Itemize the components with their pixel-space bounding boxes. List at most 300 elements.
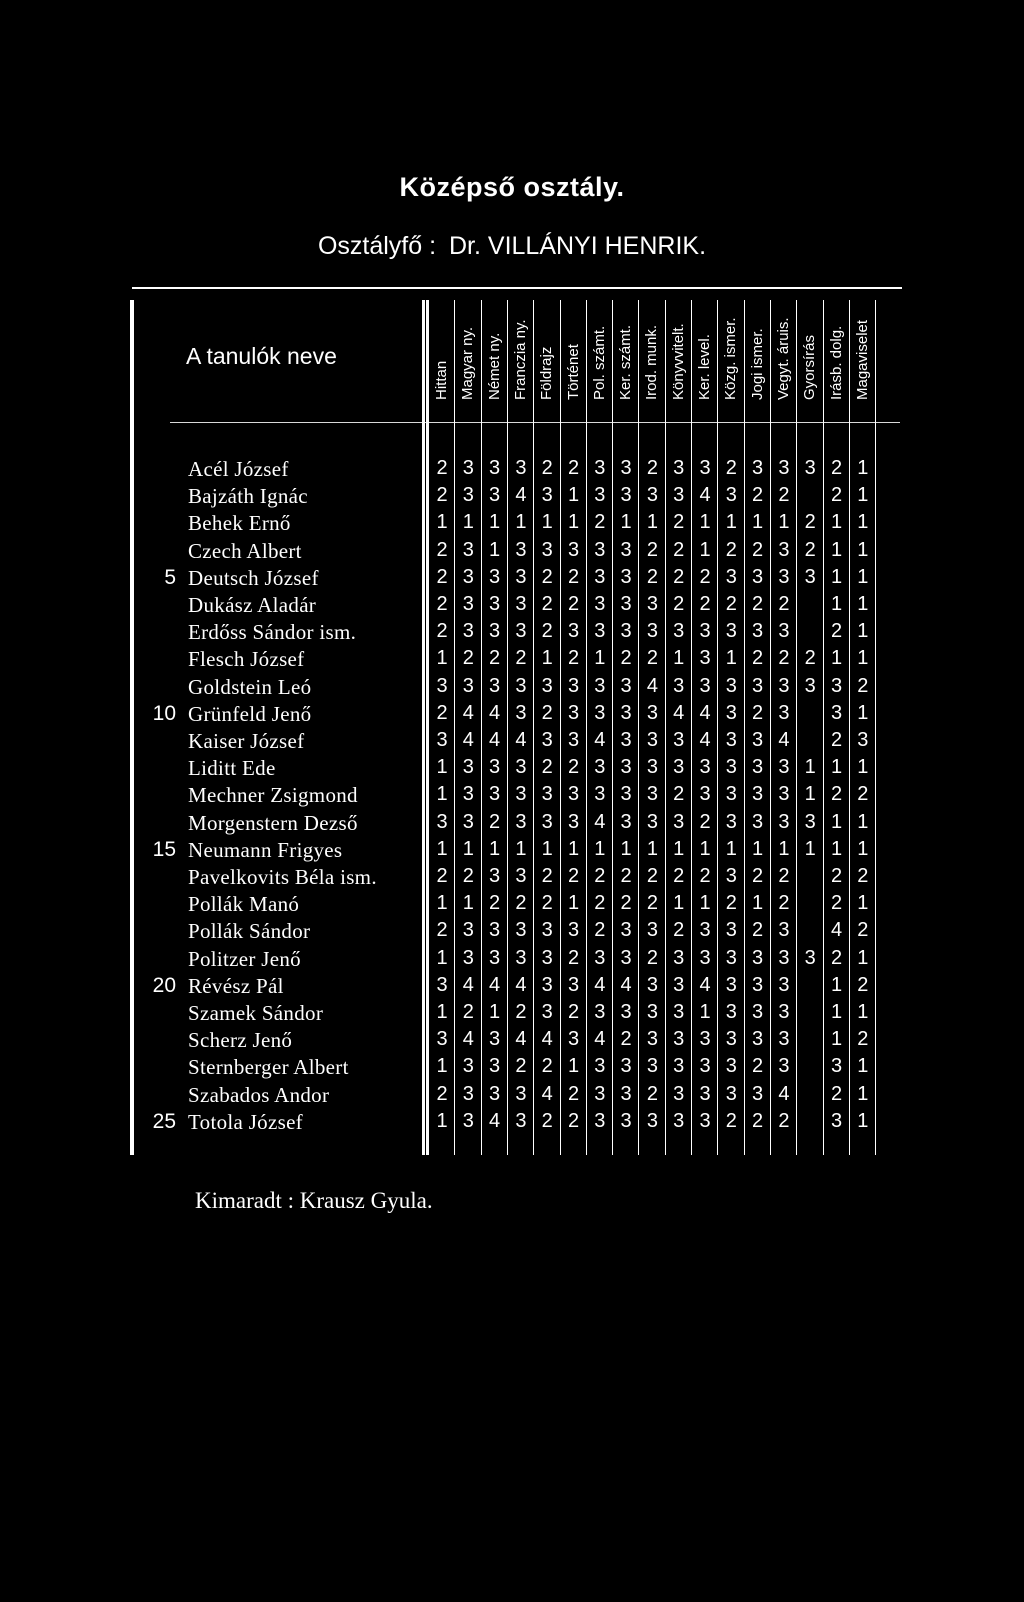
grade-cell: 4: [778, 1082, 790, 1105]
grade-cell: 2: [778, 484, 790, 507]
grade-cell: 3: [515, 865, 527, 887]
grade-cell: 3: [594, 1109, 606, 1132]
grade-cell: 2: [752, 1055, 764, 1078]
page-title: Középső osztály.: [399, 172, 625, 202]
grade-cell: 2: [752, 1109, 764, 1132]
grade-cell: 2: [673, 565, 685, 588]
grade-cell: 3: [567, 701, 580, 724]
grade-cell: 3: [489, 1055, 501, 1078]
grade-cell: 1: [436, 1055, 448, 1078]
column-header-label: Német ny.: [485, 332, 503, 400]
grade-cell: 4: [778, 729, 790, 751]
grade-cell: 2: [699, 810, 711, 833]
grade-cell: 1: [436, 1109, 448, 1132]
grade-cell: 2: [646, 565, 658, 588]
grade-cell: 1: [436, 511, 448, 534]
grade-cell: 3: [725, 1082, 737, 1105]
grade-cell: 1: [620, 837, 632, 860]
student-name: Politzer Jenő: [188, 946, 301, 971]
grade-cell: 4: [620, 973, 632, 996]
grade-cell: 2: [725, 1109, 737, 1132]
grade-cell: 3: [778, 674, 790, 697]
grade-cell: 2: [515, 1055, 527, 1078]
grade-cell: 3: [515, 1082, 527, 1105]
grade-cell: 3: [778, 810, 790, 833]
grade-cell: 3: [594, 484, 606, 507]
grade-cell: 3: [462, 946, 474, 969]
grade-cell: 2: [673, 919, 685, 942]
grade-cell: 3: [752, 1028, 764, 1051]
student-name: Flesch József: [188, 647, 305, 672]
grade-cell: 2: [725, 892, 737, 915]
grade-cell: 2: [436, 593, 448, 615]
grade-cell: 3: [541, 783, 553, 806]
grade-cell: 3: [804, 565, 816, 588]
grade-cell: 2: [752, 593, 764, 615]
grade-cell: 3: [489, 565, 501, 588]
grade-cell: 2: [646, 457, 658, 479]
grade-cell: 3: [646, 729, 658, 751]
table-row: [0, 947, 1024, 974]
column-header: [586, 300, 613, 422]
grade-cell: 3: [725, 810, 737, 833]
grade-cell: 2: [752, 538, 764, 561]
grade-cell: 1: [857, 565, 869, 588]
grade-cell: 4: [594, 973, 606, 996]
grade-cell: 3: [673, 946, 685, 969]
student-name: Deutsch József: [188, 565, 319, 590]
grade-cell: 3: [515, 701, 527, 724]
grade-cell: 1: [541, 837, 553, 860]
table-row: [0, 647, 1024, 674]
grade-cell: 1: [436, 837, 448, 860]
grade-cell: 2: [541, 865, 553, 887]
grade-cell: 3: [594, 946, 606, 969]
grade-cell: 3: [567, 783, 580, 806]
grade-cell: 3: [541, 1001, 553, 1023]
grade-cell: 3: [515, 674, 527, 697]
grade-cell: 2: [436, 457, 448, 479]
grade-cell: 3: [462, 1082, 474, 1105]
student-name: Dukász Aladár: [188, 593, 317, 617]
grade-cell: 2: [541, 1109, 553, 1132]
grade-cell: 4: [699, 701, 711, 724]
grade-cell: 3: [778, 701, 790, 724]
grade-cell: 3: [752, 1001, 764, 1023]
grade-cell: 2: [646, 892, 658, 915]
column-header-label: Ker. számt.: [617, 324, 635, 400]
grade-cell: 3: [594, 1055, 606, 1078]
grade-cell: 3: [567, 973, 580, 996]
grade-cell: 3: [620, 756, 632, 779]
grade-cell: 1: [830, 810, 843, 833]
grade-cell: 3: [489, 674, 501, 697]
grade-cell: 3: [725, 919, 737, 942]
header-rule: [170, 422, 900, 423]
grade-cell: 3: [699, 919, 711, 942]
grade-cell: 2: [436, 919, 448, 942]
grade-cell: 3: [515, 538, 527, 561]
table-row: [0, 838, 1024, 865]
grade-cell: 2: [830, 946, 843, 969]
grade-cell: 2: [594, 511, 606, 534]
grade-cell: 3: [567, 538, 580, 561]
grade-cell: 3: [620, 946, 632, 969]
grade-cell: 2: [857, 919, 869, 942]
grade-cell: 4: [699, 729, 711, 751]
grade-cell: 3: [594, 538, 606, 561]
student-name: Goldstein Leó: [188, 674, 312, 699]
grade-cell: 1: [830, 565, 843, 588]
grade-cell: 1: [857, 511, 869, 534]
grade-cell: 1: [778, 511, 790, 534]
column-header-label: Magaviselet: [853, 319, 871, 400]
grade-cell: 1: [857, 810, 869, 833]
grade-cell: 2: [436, 865, 448, 887]
column-header: [560, 300, 587, 422]
grade-cell: 2: [462, 647, 474, 670]
grade-cell: 1: [646, 837, 658, 860]
grade-cell: 3: [462, 457, 474, 479]
grade-cell: 4: [489, 729, 501, 751]
grade-cell: 2: [462, 1001, 474, 1023]
grade-cell: 3: [725, 783, 737, 806]
grade-cell: 4: [594, 729, 606, 751]
grade-cell: 2: [436, 484, 448, 507]
footer-name: Krausz Gyula.: [299, 1188, 433, 1213]
grade-cell: 1: [857, 756, 869, 779]
grade-cell: 4: [594, 1028, 606, 1051]
grade-cell: 1: [436, 892, 448, 915]
grade-cell: 1: [462, 892, 474, 915]
grade-cell: 1: [489, 1001, 501, 1023]
row-number: 20: [152, 973, 176, 997]
grade-cell: 3: [594, 620, 606, 643]
grade-cell: 3: [804, 457, 816, 479]
grade-cell: 3: [462, 484, 474, 507]
grade-cell: 3: [620, 484, 632, 507]
grade-cell: 3: [515, 1109, 527, 1132]
grade-cell: 1: [778, 837, 790, 860]
grade-cell: 2: [594, 919, 606, 942]
grade-cell: 2: [699, 565, 711, 588]
grade-cell: 2: [436, 620, 448, 643]
column-header-label: Hittan: [433, 360, 450, 400]
grade-cell: 2: [646, 865, 658, 887]
grade-cell: 3: [594, 701, 606, 724]
grade-cell: 2: [673, 511, 685, 534]
grade-cell: 3: [830, 674, 843, 697]
grade-cell: 1: [567, 1055, 580, 1078]
grade-cell: 3: [620, 729, 632, 751]
name-column-header: A tanulók neve: [186, 343, 337, 369]
grade-cell: 3: [567, 729, 580, 751]
grade-cell: 1: [541, 647, 553, 670]
grade-cell: 3: [515, 919, 527, 942]
grade-cell: 3: [515, 620, 527, 643]
grade-cell: 4: [830, 919, 843, 942]
grade-cell: 1: [567, 837, 580, 860]
grade-cell: 4: [594, 810, 606, 833]
grade-cell: 1: [436, 946, 448, 969]
grade-cell: 3: [646, 1001, 658, 1023]
grade-cell: 1: [752, 892, 764, 915]
grade-cell: 3: [620, 1082, 632, 1105]
grade-cell: 3: [541, 729, 553, 751]
row-number: 15: [152, 837, 176, 861]
grade-cell: 3: [699, 783, 711, 806]
column-header-label: Jogi ismer.: [748, 328, 766, 400]
grade-cell: 3: [515, 756, 527, 779]
grade-cell: 4: [699, 484, 711, 507]
grade-cell: 2: [489, 647, 501, 670]
student-name: Kaiser József: [188, 729, 305, 753]
grade-cell: 3: [778, 973, 790, 996]
grade-cell: 1: [699, 837, 711, 860]
grade-cell: 2: [541, 1055, 553, 1078]
grade-cell: 1: [857, 892, 869, 915]
grade-cell: 1: [857, 837, 869, 860]
footer-note: [195, 1188, 433, 1214]
table-row: [0, 756, 1024, 783]
grade-cell: 3: [725, 701, 737, 724]
grade-cell: 3: [489, 593, 501, 615]
grade-cell: 2: [541, 565, 553, 588]
grade-cell: 1: [752, 511, 764, 534]
table-row: [0, 1110, 1024, 1137]
grade-cell: 2: [646, 538, 658, 561]
grade-cell: 2: [567, 1109, 580, 1132]
grade-cell: 4: [541, 1082, 553, 1105]
grade-cell: 2: [778, 647, 790, 670]
grade-cell: 2: [567, 756, 580, 779]
grade-cell: 1: [462, 511, 474, 534]
grade-cell: 1: [725, 511, 737, 534]
student-name: Totola József: [188, 1109, 303, 1134]
grade-cell: 3: [646, 783, 658, 806]
table-row: [0, 539, 1024, 566]
student-name: Révész Pál: [188, 973, 284, 998]
grade-cell: 2: [778, 892, 790, 915]
grade-cell: 3: [462, 919, 474, 942]
grade-cell: 2: [725, 593, 737, 615]
grade-cell: 4: [489, 1109, 501, 1132]
column-header: [612, 300, 639, 422]
column-header-label: Irásb. dolg.: [827, 325, 845, 400]
table-row: [0, 919, 1024, 946]
grade-cell: 3: [804, 674, 816, 697]
grade-cell: 3: [725, 865, 737, 887]
column-header: [665, 300, 692, 422]
grade-cell: 3: [804, 810, 816, 833]
table-row: [0, 457, 1024, 484]
grade-cell: 2: [752, 647, 764, 670]
grade-cell: 2: [620, 1028, 632, 1051]
grade-cell: 3: [778, 919, 790, 942]
grade-cell: 2: [620, 865, 632, 887]
grade-cell: 1: [673, 647, 685, 670]
column-header-label: Pol. számt.: [590, 325, 608, 400]
grade-cell: 1: [830, 756, 843, 779]
grade-cell: 1: [804, 783, 816, 806]
grade-cell: 1: [857, 647, 869, 670]
grade-cell: 3: [830, 1109, 843, 1132]
grade-cell: 3: [699, 1055, 711, 1078]
grade-cell: 3: [673, 1028, 685, 1051]
grade-cell: 2: [752, 919, 764, 942]
grade-cell: 2: [489, 892, 501, 915]
grade-cell: 3: [515, 810, 527, 833]
student-name: Grünfeld Jenő: [188, 701, 312, 726]
grade-cell: 3: [673, 756, 685, 779]
grade-cell: 3: [567, 810, 580, 833]
grade-cell: 4: [515, 729, 527, 751]
grade-cell: 3: [673, 810, 685, 833]
grade-cell: 1: [857, 701, 869, 724]
grade-cell: 3: [673, 1055, 685, 1078]
table-row: [0, 620, 1024, 647]
grade-cell: 1: [830, 593, 843, 615]
grade-cell: 3: [778, 946, 790, 969]
grade-cell: 2: [567, 457, 580, 479]
student-name: Pavelkovits Béla ism.: [188, 865, 377, 889]
column-header: [507, 300, 534, 422]
grade-cell: 3: [646, 973, 658, 996]
grade-cell: 3: [462, 783, 474, 806]
grade-cell: 3: [462, 1109, 474, 1132]
grade-cell: 1: [830, 1028, 843, 1051]
grade-cell: 3: [489, 783, 501, 806]
column-header-label: Közg. ismer.: [722, 317, 740, 400]
grade-cell: 3: [804, 946, 816, 969]
table-row: [0, 702, 1024, 729]
grade-cell: 1: [857, 1082, 869, 1105]
table-row: [0, 511, 1024, 538]
grade-cell: 4: [646, 674, 658, 697]
table-row: [0, 675, 1024, 702]
grade-cell: 3: [778, 620, 790, 643]
grade-cell: 2: [699, 593, 711, 615]
grade-cell: 3: [673, 620, 685, 643]
grade-cell: 3: [436, 810, 448, 833]
grade-cell: 1: [594, 837, 606, 860]
grade-cell: 1: [857, 484, 869, 507]
row-number: 5: [164, 565, 176, 589]
grade-cell: 3: [699, 457, 711, 479]
column-header: [638, 300, 665, 422]
grade-cell: 2: [673, 865, 685, 887]
grade-cell: 2: [567, 1001, 580, 1023]
table-row: [0, 1083, 1024, 1110]
column-header-label: Gyorsírás: [801, 334, 819, 400]
table-row: [0, 484, 1024, 511]
grade-cell: 2: [830, 729, 843, 751]
footer-label: Kimaradt :: [195, 1188, 294, 1213]
grade-cell: 3: [436, 729, 448, 751]
grade-cell: 3: [646, 1109, 658, 1132]
grade-cell: 3: [646, 1028, 658, 1051]
grade-cell: 3: [462, 674, 474, 697]
grade-cell: 2: [515, 1001, 527, 1023]
student-name: Acél József: [188, 457, 289, 481]
grade-cell: 2: [752, 484, 764, 507]
grade-cell: 2: [646, 1082, 658, 1105]
grade-cell: 3: [620, 701, 632, 724]
grade-cell: 2: [541, 892, 553, 915]
grade-cell: 4: [515, 484, 527, 507]
grade-cell: 2: [752, 701, 764, 724]
grade-cell: 4: [515, 1028, 527, 1051]
grade-cell: 3: [515, 593, 527, 615]
grade-cell: 3: [489, 620, 501, 643]
grade-cell: 4: [462, 1028, 474, 1051]
column-header-label: Könyvvitelt.: [669, 323, 687, 400]
grade-cell: 2: [830, 1082, 843, 1105]
grade-cell: 1: [489, 837, 501, 860]
grade-cell: 1: [857, 457, 869, 479]
grade-cell: 2: [804, 538, 816, 561]
grade-cell: 2: [436, 1082, 448, 1105]
grade-cell: 3: [620, 1055, 632, 1078]
grade-cell: 3: [725, 946, 737, 969]
grade-cell: 2: [830, 865, 843, 887]
student-name: Neumann Frigyes: [188, 837, 343, 862]
grade-cell: 1: [830, 538, 843, 561]
grade-cell: 3: [673, 973, 685, 996]
grade-cell: 3: [778, 565, 790, 588]
grade-cell: 2: [778, 1109, 790, 1132]
grade-cell: 2: [515, 647, 527, 670]
table-row: [0, 811, 1024, 838]
grade-cell: 2: [567, 1082, 580, 1105]
grade-cell: 3: [752, 783, 764, 806]
grade-cell: 3: [752, 946, 764, 969]
grade-cell: 4: [462, 701, 474, 724]
grade-cell: 3: [515, 565, 527, 588]
grade-cell: 2: [436, 701, 448, 724]
grade-cell: 1: [436, 1001, 448, 1023]
grade-cell: 1: [567, 892, 580, 915]
grade-cell: 3: [725, 565, 737, 588]
grade-cell: 3: [541, 919, 553, 942]
grade-cell: 3: [594, 1001, 606, 1023]
grade-cell: 2: [752, 865, 764, 887]
grade-cell: 3: [436, 1028, 448, 1051]
grade-cell: 3: [778, 538, 790, 561]
column-header: [796, 300, 823, 422]
grade-cell: 3: [594, 674, 606, 697]
grade-cell: 3: [462, 565, 474, 588]
grade-cell: 3: [489, 1082, 501, 1105]
grade-cell: 2: [594, 865, 606, 887]
grade-cell: 2: [436, 538, 448, 561]
grade-cell: 4: [673, 701, 685, 724]
grade-cell: 1: [857, 593, 869, 615]
grade-cell: 4: [462, 729, 474, 751]
grade-cell: 3: [752, 756, 764, 779]
column-header-label: Ker. level.: [696, 334, 713, 400]
table-row: [0, 1001, 1024, 1028]
grade-cell: 3: [594, 1082, 606, 1105]
grade-cell: 1: [857, 1055, 869, 1078]
student-name: Mechner Zsigmond: [188, 783, 358, 808]
grade-cell: 1: [673, 892, 685, 915]
grade-cell: 3: [752, 620, 764, 643]
column-header-label: Irod. munk.: [643, 324, 661, 400]
grade-cell: 4: [462, 973, 474, 996]
grade-cell: 3: [594, 593, 606, 615]
column-header: [691, 300, 718, 422]
